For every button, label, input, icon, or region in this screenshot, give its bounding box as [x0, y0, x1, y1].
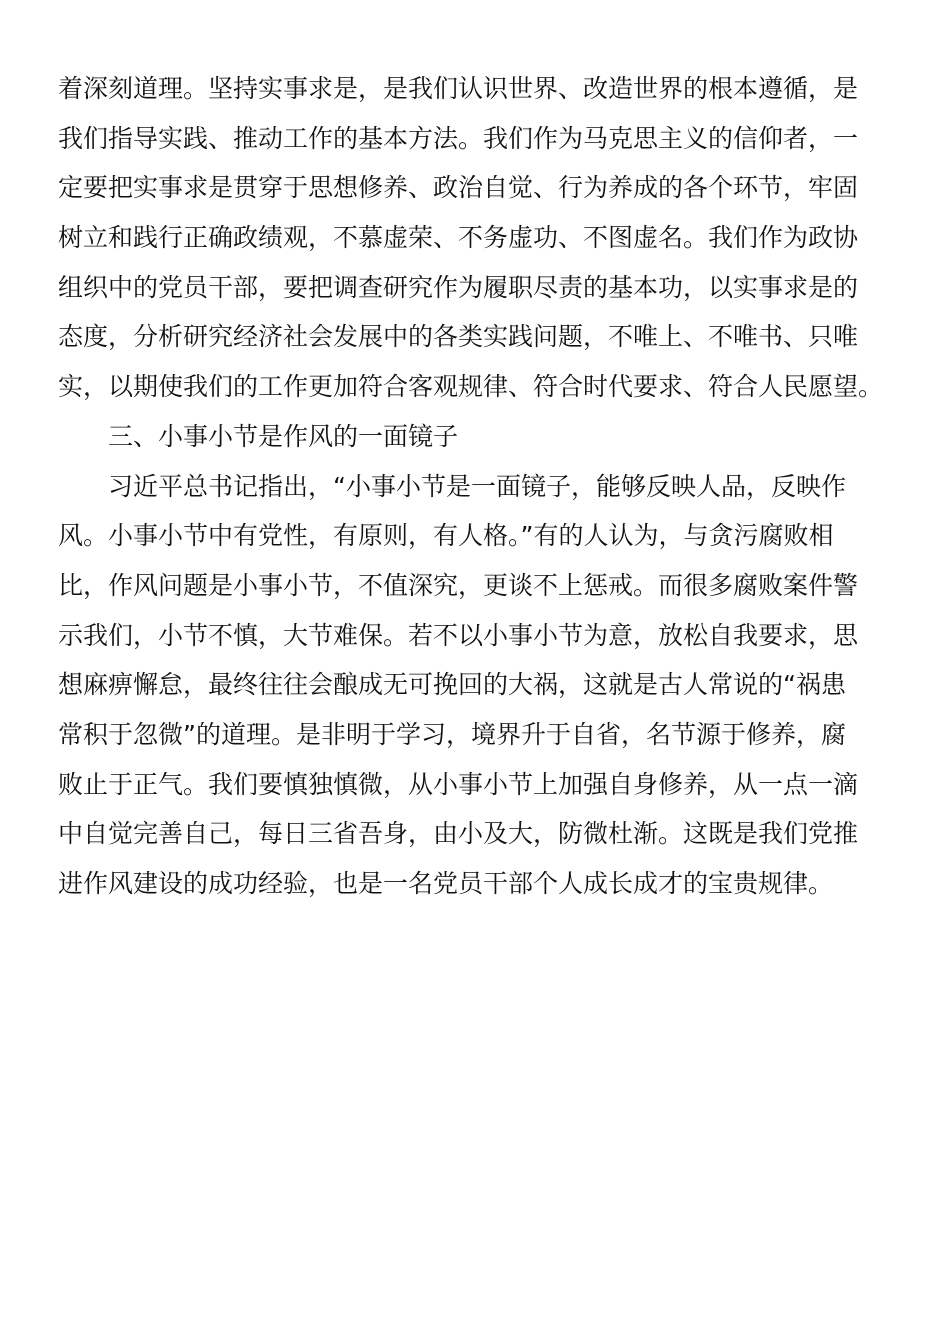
paragraph-line: 组织中的党员干部，要把调查研究作为履职尽责的基本功，以实事求是的	[58, 272, 859, 302]
section-heading: 三、小事小节是作风的一面镜子	[108, 421, 459, 451]
paragraph-line: 示我们，小节不慎，大节难保。若不以小事小节为意，放松自我要求，思	[58, 620, 859, 650]
paragraph-line: 进作风建设的成功经验，也是一名党员干部个人成长成才的宝贵规律。	[58, 869, 834, 898]
paragraph-line: 败止于正气。我们要慎独慎微，从小事小节上加强自身修养，从一点一滴	[58, 769, 859, 799]
paragraph-line: 态度，分析研究经济社会发展中的各类实践问题，不唯上、不唯书、只唯	[58, 322, 859, 352]
paragraph-line: 风。小事小节中有党性，有原则，有人格。”有的人认为，与贪污腐败相	[58, 521, 834, 551]
paragraph-line: 着深刻道理。坚持实事求是，是我们认识世界、改造世界的根本遵循，是	[58, 74, 859, 103]
paragraph-line: 树立和践行正确政绩观，不慕虚荣、不务虚功、不图虚名。我们作为政协	[58, 223, 859, 253]
paragraph-line: 我们指导实践、推动工作的基本方法。我们作为马克思主义的信仰者，一	[58, 123, 859, 153]
paragraph-line: 习近平总书记指出，“小事小节是一面镜子，能够反映人品，反映作	[108, 471, 846, 501]
paragraph-line: 想麻痹懈怠，最终往往会酿成无可挽回的大祸，这就是古人常说的“祸患	[58, 670, 846, 700]
paragraph-line: 实，以期使我们的工作更加符合客观规律、符合时代要求、符合人民愿望。	[58, 372, 884, 402]
document-body	[58, 64, 892, 909]
paragraph-line: 定要把实事求是贯穿于思想修养、政治自觉、行为养成的各个环节，牢固	[58, 173, 859, 203]
paragraph-line: 比，作风问题是小事小节，不值深究，更谈不上惩戒。而很多腐败案件警	[58, 570, 859, 600]
paragraph-line: 中自觉完善自己，每日三省吾身，由小及大，防微杜渐。这既是我们党推	[58, 819, 859, 849]
paragraph-line: 常积于忽微”的道理。是非明于学习，境界升于自省，名节源于修养，腐	[58, 719, 846, 749]
